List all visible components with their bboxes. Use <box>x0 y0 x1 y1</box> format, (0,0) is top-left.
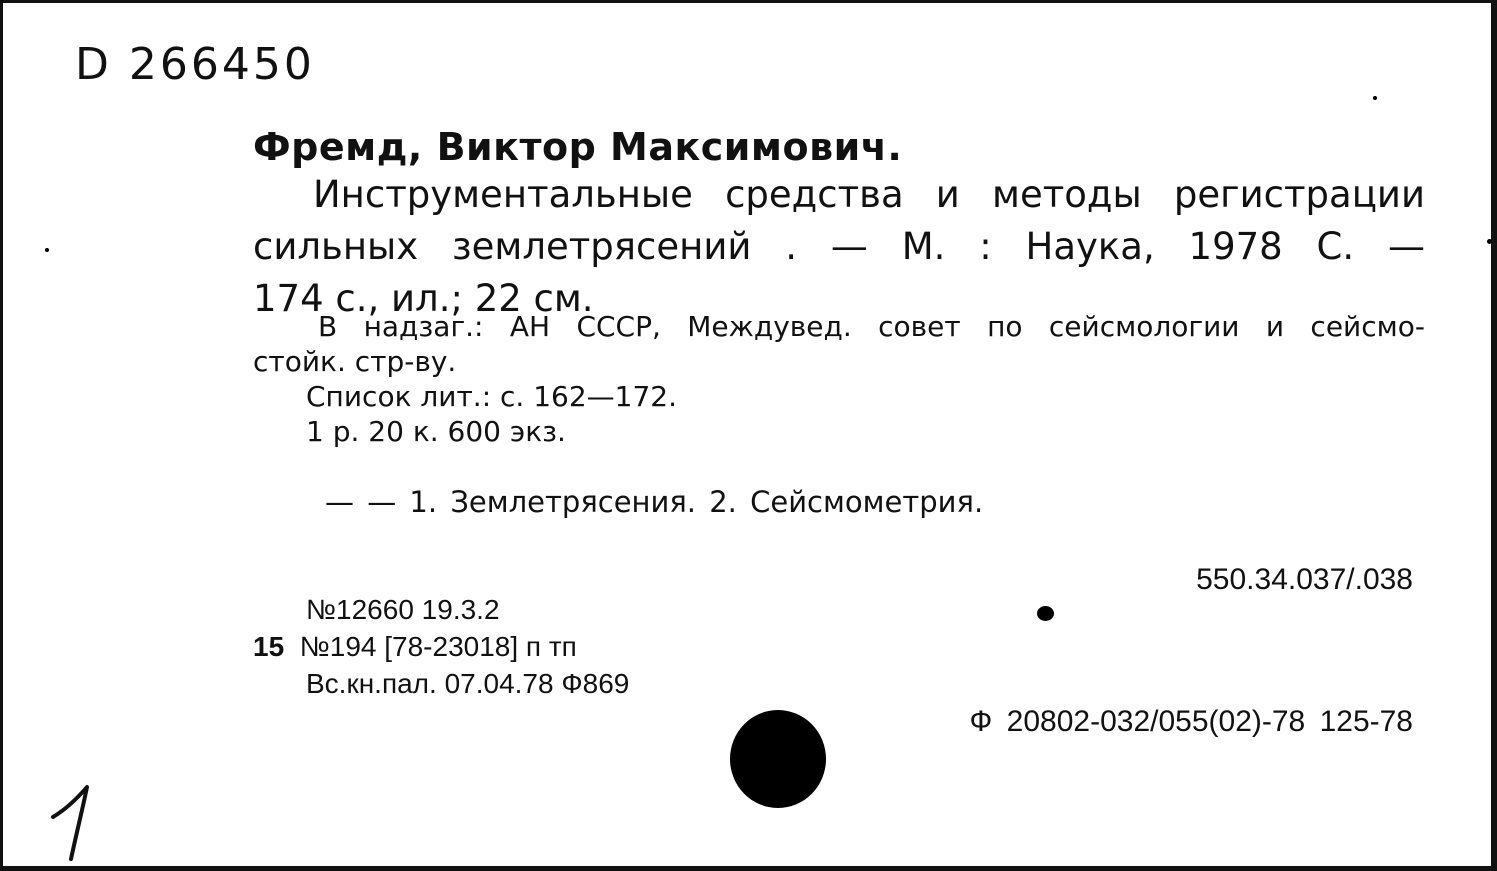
accession-line-1: №12660 19.3.2 <box>306 594 500 625</box>
author-heading: Фремд, Виктор Максимович. <box>253 125 903 169</box>
notes-block <box>253 309 1425 449</box>
title-line-3: 174 с., ил.; 22 см. <box>253 277 594 320</box>
isbn-line: Ф 20802-032/055(02)-78 125-78 <box>969 705 1413 738</box>
note-line-1: В надзаг.: АН СССР, Междувед. совет по сейсмологии и сейсмо- <box>318 310 1425 343</box>
speck-mark <box>45 248 49 252</box>
title-statement <box>253 169 1425 325</box>
note-line-2: стойк. стр-ву. <box>253 345 457 378</box>
accession-line-2 <box>253 628 629 665</box>
speck-mark <box>1487 239 1492 244</box>
accession-line-2-text: №194 [78-23018] п тп <box>299 631 577 662</box>
title-line-1: Инструментальные средства и методы регистрации <box>313 173 1425 216</box>
accession-prefix: 15 <box>253 631 285 662</box>
accession-block <box>253 591 629 702</box>
subject-tracings: — — 1. Землетрясения. 2. Сейсмометрия. <box>325 485 984 519</box>
call-number: D 266450 <box>75 39 315 90</box>
bibliography-note: Список лит.: с. 162—172. <box>306 380 678 413</box>
title-line-2: сильных землетрясений . — М. : Наука, 1978 С. — <box>253 225 1425 268</box>
accession-line-3: Вс.кн.пал. 07.04.78 Ф869 <box>306 668 630 699</box>
udc-number: 550.34.037/.038 <box>1196 563 1413 596</box>
punch-hole <box>730 710 826 808</box>
speck-mark <box>1373 96 1377 100</box>
handwritten-mark-icon <box>45 783 105 863</box>
price-note: 1 р. 20 к. 600 экз. <box>306 415 566 448</box>
ink-dot <box>1037 606 1054 621</box>
